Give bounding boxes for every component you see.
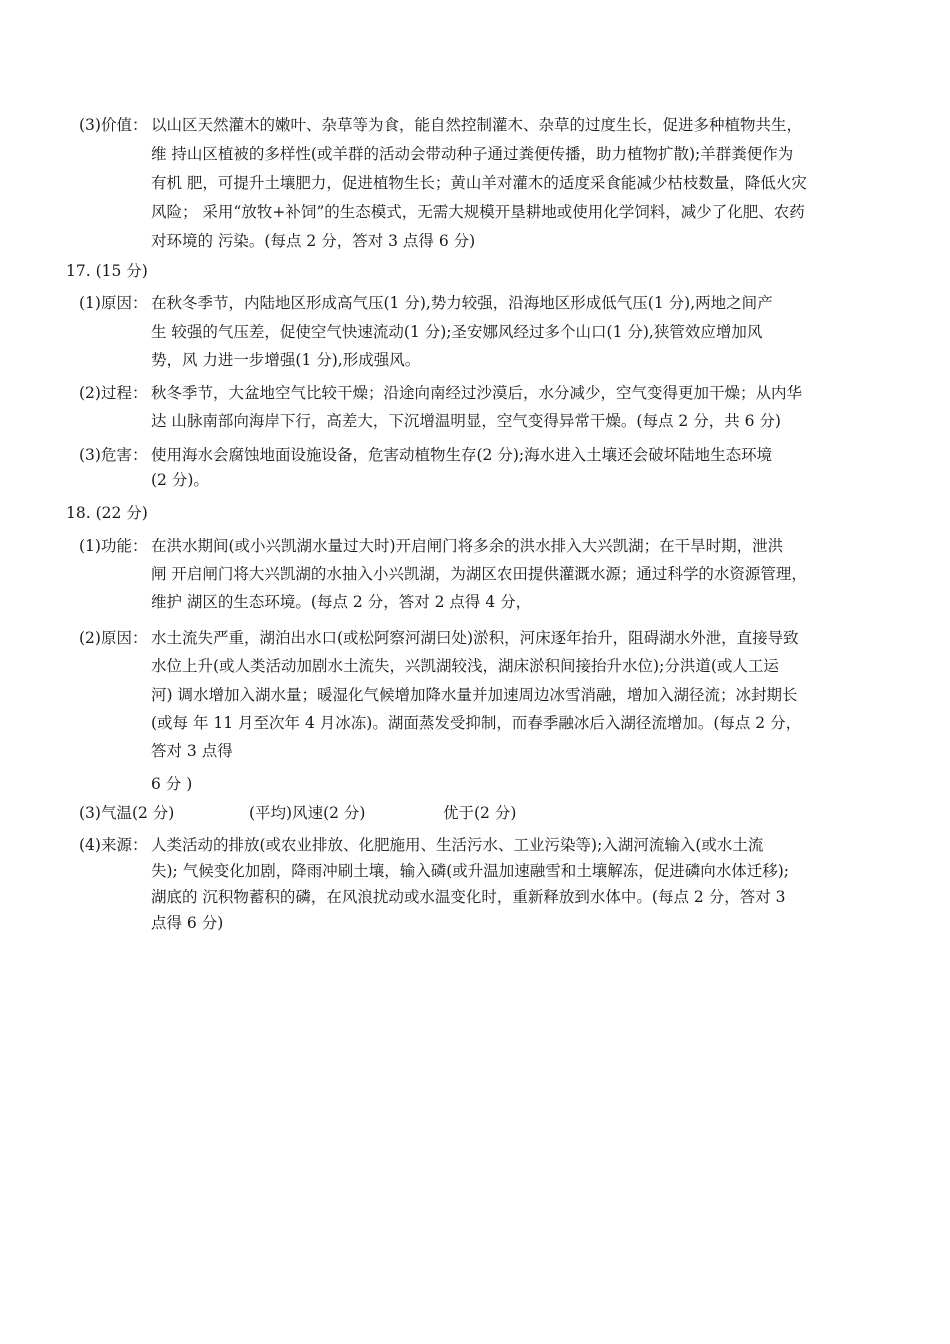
- q17-header: 17. (15 分): [66, 262, 148, 280]
- q17-part1-label: (1)原因：: [79, 294, 148, 312]
- q17-part2-line-2: 达 山脉南部向海岸下行，高差大，下沉增温明显，空气变得异常干燥。(每点 2 分，共 6 分): [151, 412, 781, 430]
- q18-part2-line-3: 河) 调水增加入湖水量；暖湿化气候增加降水量并加速周边冰雪消融，增加入湖径流；冰封期长: [151, 686, 798, 704]
- q18-part1-label: (1)功能：: [79, 537, 148, 555]
- q18-part2-tail: 6 分 ): [151, 775, 193, 793]
- q17-part1-line-1: 在秋冬季节，内陆地区形成高气压(1 分),势力较强，沿海地区形成低气压(1 分),两地之间产: [151, 294, 773, 312]
- q17-part1-line-3: 势，风 力进一步增强(1 分),形成强风。: [151, 351, 421, 369]
- q16-part3-label: (3)价值：: [79, 116, 148, 134]
- q18-part2-line-2: 水位上升(或人类活动加剧水土流失，兴凯湖较浅，湖床淤积间接抬升水位);分洪道(或人工运: [151, 657, 779, 675]
- q18-part1-line-3: 维护 湖区的生态环境。(每点 2 分，答对 2 点得 4 分，: [151, 593, 532, 611]
- q18-part2-line-4: (或每 年 11 月至次年 4 月冰冻)。湖面蒸发受抑制，而春季融冰后入湖径流增加。(每点 2 分，: [151, 714, 802, 732]
- q17-part2-line-1: 秋冬季节，大盆地空气比较干燥；沿途向南经过沙漠后，水分减少，空气变得更加干燥；从内华: [151, 384, 803, 402]
- q18-part3-b: (平均)风速(2 分): [249, 804, 366, 822]
- q18-part1-line-1: 在洪水期间(或小兴凯湖水量过大时)开启闸门将多余的洪水排入大兴凯湖；在干旱时期，泄洪: [151, 537, 784, 555]
- q16-part3-line-1: 以山区天然灌木的嫩叶、杂草等为食，能自然控制灌木、杂草的过度生长，促进多种植物共生，: [151, 116, 803, 134]
- q16-part3-line-2: 维 持山区植被的多样性(或羊群的活动会带动种子通过粪便传播，助力植物扩散);羊群粪便作为: [151, 145, 794, 163]
- q18-part4-line-2: 失); 气候变化加剧，降雨冲刷土壤，输入磷(或升温加速融雪和土壤解冻，促进磷向水体迁移);: [151, 862, 790, 880]
- q17-part3-line-1: 使用海水会腐蚀地面设施设备，危害动植物生存(2 分);海水进入土壤还会破坏陆地生态环境: [151, 446, 773, 464]
- q18-part3-a: (3)气温(2 分): [79, 804, 175, 822]
- q17-part3-label: (3)危害：: [79, 446, 148, 464]
- q18-part2-line-1: 水土流失严重，湖泊出水口(或松阿察河湖曰处)淤积，河床逐年抬升，阻碍湖水外泄，直接导致: [151, 629, 799, 647]
- q18-part2-label: (2)原因：: [79, 629, 148, 647]
- q18-part4-line-1: 人类活动的排放(或农业排放、化肥施用、生活污水、工业污染等);入湖河流输入(或水土流: [151, 836, 764, 854]
- q16-part3-line-3: 有机 肥，可提升土壤肥力，促进植物生长；黄山羊对灌木的适度采食能减少枯枝数量，降低火灾: [151, 174, 807, 192]
- q17-part1-line-2: 生 较强的气压差，促使空气快速流动(1 分);圣安娜风经过多个山口(1 分),狭管效应增加风: [151, 323, 763, 341]
- q16-part3-line-4: 风险； 采用“放牧+补饲”的生态模式，无需大规模开垦耕地或使用化学饲料，减少了化肥、农药: [151, 203, 805, 221]
- q18-part4-line-3: 湖底的 沉积物蓄积的磷，在风浪扰动或水温变化时，重新释放到水体中。(每点 2 分，答对 3: [151, 888, 786, 906]
- q18-part3-c: 优于(2 分): [443, 804, 517, 822]
- q18-header: 18. (22 分): [66, 504, 148, 522]
- q18-part1-line-2: 闸 开启闸门将大兴凯湖的水抽入小兴凯湖，为湖区农田提供灌溉水源；通过科学的水资源管理，: [151, 565, 807, 583]
- q18-part2-line-5: 答对 3 点得: [151, 742, 233, 760]
- q18-part4-line-4: 点得 6 分): [151, 914, 224, 932]
- q17-part3-line-2: (2 分)。: [151, 471, 209, 489]
- q17-part2-label: (2)过程：: [79, 384, 148, 402]
- q18-part4-label: (4)来源：: [79, 836, 148, 854]
- q16-part3-line-5: 对环境的 污染。(每点 2 分，答对 3 点得 6 分): [151, 232, 476, 250]
